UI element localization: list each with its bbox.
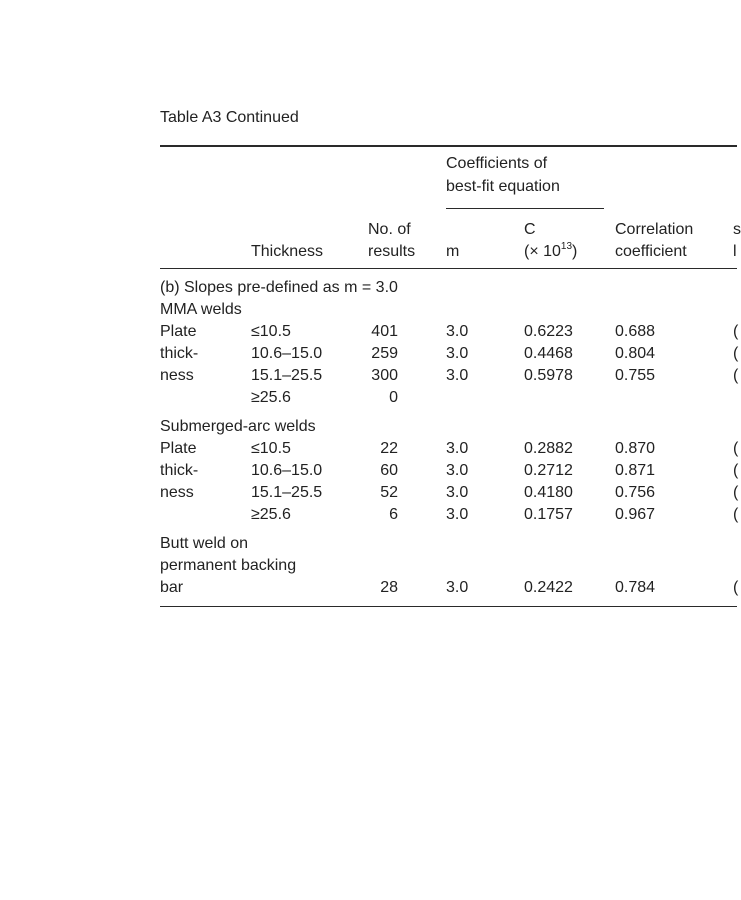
cell-thickness: ≤10.5 — [251, 440, 291, 457]
cell-c: 0.4180 — [524, 484, 573, 501]
cell-results: 52 — [380, 484, 398, 501]
cell-thickness: 15.1–25.5 — [251, 367, 323, 384]
cell-results: 300 — [371, 367, 398, 384]
cell-m: 3.0 — [446, 462, 469, 479]
butt-label-line2: permanent backing — [160, 557, 297, 574]
cell-correlation: 0.804 — [615, 345, 656, 362]
table-caption: Table A3 Continued — [160, 109, 299, 126]
mma-label-line3: ness — [160, 367, 194, 384]
cell-thickness: ≥25.6 — [251, 389, 291, 406]
cell-m: 3.0 — [446, 345, 469, 362]
cell-c: 0.6223 — [524, 323, 573, 340]
cell-cut: ( — [733, 323, 739, 340]
cell-c: 0.4468 — [524, 345, 573, 362]
cell-correlation: 0.755 — [615, 367, 656, 384]
header-thickness: Thickness — [251, 243, 324, 260]
cell-thickness: 10.6–15.0 — [251, 345, 323, 362]
cell-results: 60 — [380, 462, 398, 479]
cell-correlation: 0.756 — [615, 484, 656, 501]
cell-results: 401 — [371, 323, 398, 340]
cell-cut: ( — [733, 506, 739, 523]
cell-correlation: 0.784 — [615, 579, 656, 596]
cell-c: 0.2422 — [524, 579, 573, 596]
cell-m: 3.0 — [446, 579, 469, 596]
cell-cut: ( — [733, 484, 739, 501]
cell-thickness: 15.1–25.5 — [251, 484, 323, 501]
cell-thickness: ≥25.6 — [251, 506, 291, 523]
header-results-line2: results — [368, 243, 416, 260]
cell-results: 28 — [380, 579, 398, 596]
cell-c: 0.5978 — [524, 367, 573, 384]
group-header-line1: Coefficients of — [446, 155, 548, 172]
header-c-line1: C — [524, 221, 536, 238]
header-correlation-line1: Correlation — [615, 221, 694, 238]
saw-group-title: Submerged-arc welds — [160, 418, 316, 435]
group-header-rule — [446, 208, 604, 209]
header-bottom-rule — [160, 268, 737, 269]
cell-c: 0.2882 — [524, 440, 573, 457]
cell-cut: ( — [733, 345, 739, 362]
cell-results: 259 — [371, 345, 398, 362]
cell-thickness: ≤10.5 — [251, 323, 291, 340]
header-c-line2: (× $10^{13}$) — [524, 241, 578, 260]
cell-correlation: 0.870 — [615, 440, 656, 457]
table-top-rule — [160, 145, 737, 147]
cell-results: 0 — [389, 389, 398, 406]
mma-group-title: MMA welds — [160, 301, 242, 318]
header-correlation-line2: coefficient — [615, 243, 687, 260]
cell-m: 3.0 — [446, 484, 469, 501]
cell-results: 22 — [380, 440, 398, 457]
table-bottom-rule — [160, 606, 737, 607]
cell-cut: ( — [733, 579, 739, 596]
cell-m: 3.0 — [446, 440, 469, 457]
cell-m: 3.0 — [446, 367, 469, 384]
cell-cut: ( — [733, 462, 739, 479]
cell-thickness: 10.6–15.0 — [251, 462, 323, 479]
header-cut-line1: s — [733, 221, 741, 238]
cell-correlation: 0.871 — [615, 462, 656, 479]
cell-c: 0.2712 — [524, 462, 573, 479]
group-header-line2: best-fit equation — [446, 178, 560, 195]
cell-m: 3.0 — [446, 323, 469, 340]
cell-correlation: 0.967 — [615, 506, 656, 523]
cell-cut: ( — [733, 367, 739, 384]
cell-results: 6 — [389, 506, 398, 523]
section-title: (b) Slopes pre-defined as m = 3.0 — [160, 279, 398, 296]
header-m: m — [446, 243, 460, 260]
butt-label-line1: Butt weld on — [160, 535, 249, 552]
butt-label-line3: bar — [160, 579, 184, 596]
cell-cut: ( — [733, 440, 739, 457]
mma-label-line1: Plate — [160, 323, 197, 340]
header-results-line1: No. of — [368, 221, 411, 238]
header-cut-line2: l — [733, 243, 737, 260]
saw-label-line3: ness — [160, 484, 194, 501]
cell-correlation: 0.688 — [615, 323, 656, 340]
saw-label-line2: thick- — [160, 462, 199, 479]
mma-label-line2: thick- — [160, 345, 199, 362]
cell-c: 0.1757 — [524, 506, 573, 523]
cell-m: 3.0 — [446, 506, 469, 523]
saw-label-line1: Plate — [160, 440, 197, 457]
